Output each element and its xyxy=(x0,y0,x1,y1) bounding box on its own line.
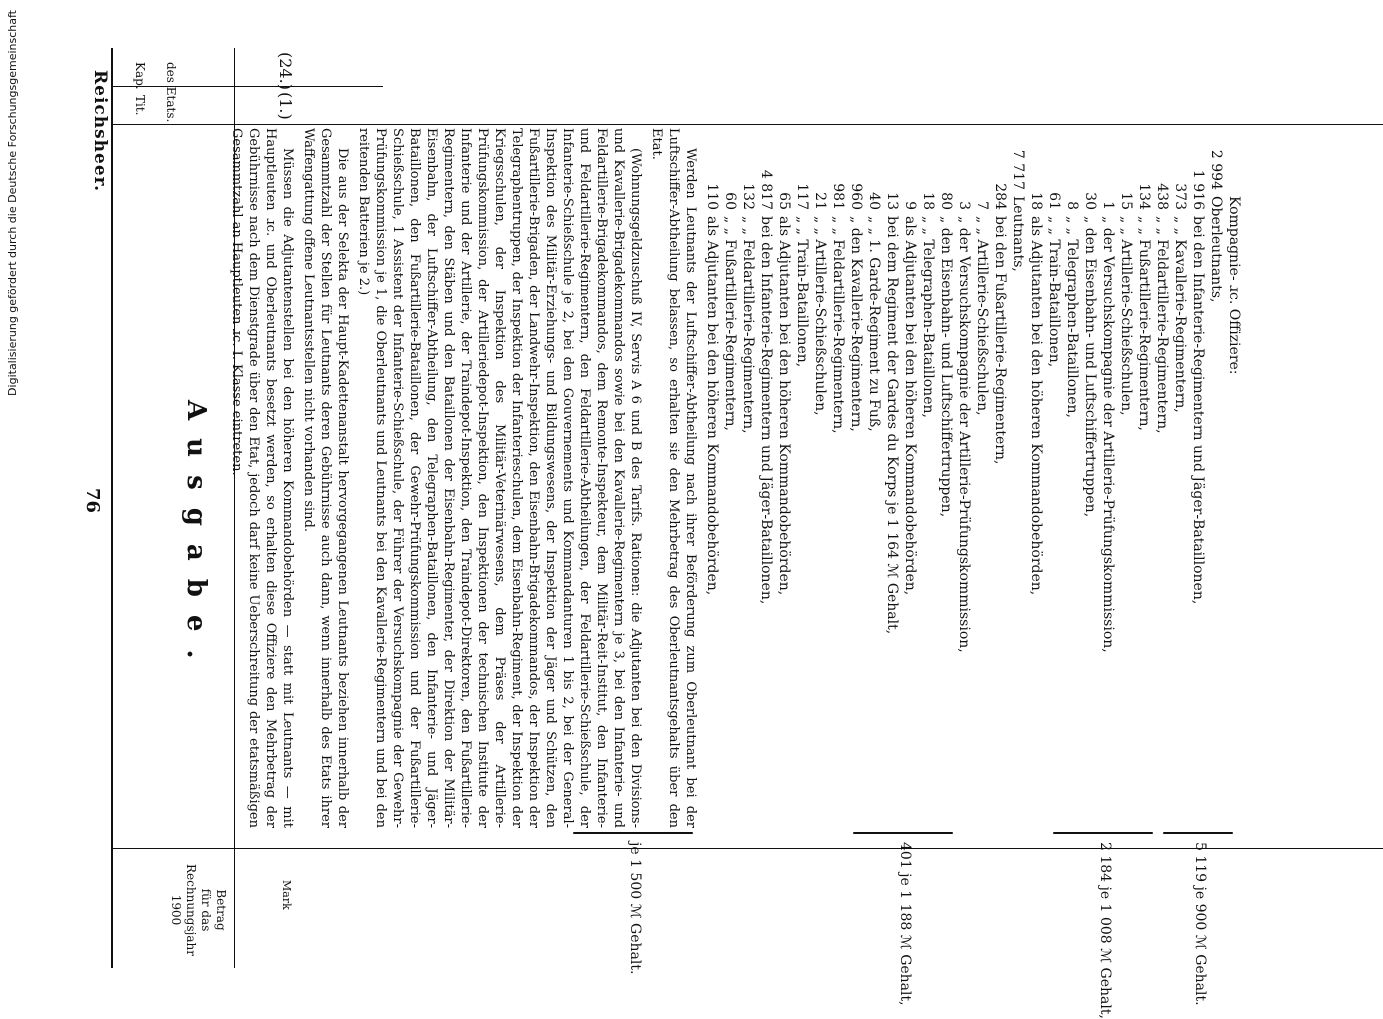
entry-text: als Adjutanten bei den höheren Kommandobehörden, xyxy=(776,216,792,596)
entry-text: „ „ Artillerie-Schießschulen, xyxy=(974,216,990,416)
head-kap: Kap. xyxy=(133,62,147,90)
entry-line xyxy=(883,128,901,828)
entry-text: bei den Infanterie-Regimentern und Jäger-Bataillonen, xyxy=(758,216,774,605)
entry-count: 18 xyxy=(1028,192,1044,210)
entry-line xyxy=(919,128,937,828)
entry-line xyxy=(1207,128,1225,828)
entry-line xyxy=(721,128,739,828)
entry-text: als Adjutanten bei den höheren Kommandobehörden, xyxy=(1028,216,1044,596)
entry-line xyxy=(1045,128,1063,828)
entry-text: Oberleutnants, xyxy=(1208,196,1224,303)
entry-line xyxy=(703,128,721,828)
brace xyxy=(573,832,693,834)
entry-line xyxy=(793,128,811,828)
entry-text: „ „ 1. Garde-Regiment zu Fuß, xyxy=(866,216,882,432)
entry-line xyxy=(901,128,919,828)
entry-line xyxy=(955,128,973,828)
entry-body xyxy=(228,128,1243,828)
entry-count: 981 xyxy=(830,183,846,210)
entry-count: 80 xyxy=(938,192,954,210)
head-betrag xyxy=(168,860,228,960)
entry-text: bei den Fußartillerie-Regimentern, xyxy=(992,216,1008,465)
entry-line xyxy=(757,128,775,828)
entry-text: als Adjutanten bei den höheren Kommandobehörden, xyxy=(704,216,720,596)
entry-count: 1 916 xyxy=(1190,169,1206,210)
entry-line xyxy=(1117,128,1135,828)
entry-count: 110 xyxy=(704,183,720,210)
entry-text: „ „ Feldartillerie-Regimentern, xyxy=(1154,216,1170,434)
entry-count: 7 717 xyxy=(1010,149,1026,190)
head-tit: Tit. xyxy=(133,95,147,116)
entry-count: 40 xyxy=(866,192,882,210)
note-paragraph: Müssen die Adjutantenstellen bei den höheren Kommandobehörden — statt mit Leutnants — mit Hauptleuten ɹc. und Oberleutnants besetzt werden, so erhalten diese Offiziere den Mehrbetrag der Gebührnisse nach dem Dienstgrade über den Etat, jedoch darf keine Ueberschreitung der etatsmäßigen Gesammtzahl an Hauptleuten ɹc. I. Klasse eintreten. xyxy=(229,128,295,828)
tit-value: (1.) xyxy=(276,92,295,120)
amount-leutnants-b: 2 184 je 1 008 ℳ Gehalt, xyxy=(1097,842,1113,1019)
entry-line xyxy=(1063,128,1081,828)
entry-text: Leutnants, xyxy=(1010,196,1026,272)
entry-count: 284 xyxy=(992,183,1008,210)
entry-count: 18 xyxy=(920,192,936,210)
entry-text: „ „ Feldartillerie-Regimentern, xyxy=(830,216,846,434)
entry-count: 60 xyxy=(722,192,738,210)
entry-text: „ den Eisenbahn- und Luftschiffertruppen, xyxy=(938,216,954,518)
amount-leutnants-c: 5 119 je 900 ℳ Gehalt. xyxy=(1192,842,1208,1006)
kap-value: (24.) xyxy=(276,52,295,90)
entry-line xyxy=(1171,128,1189,828)
entry-line xyxy=(775,128,793,828)
entry-line xyxy=(1099,128,1117,828)
entry-line xyxy=(1225,128,1243,828)
entry-text: „ „ Telegraphen-Bataillonen, xyxy=(920,216,936,418)
entry-count: 134 xyxy=(1136,183,1152,210)
entry-count: 21 xyxy=(812,192,828,210)
head-des-etats: des Etats. xyxy=(164,62,178,123)
entry-text: „ „ Fußartillerie-Regimentern, xyxy=(1136,216,1152,431)
note-paragraph: (Wohnungsgeldzuschuß IV, Servis A 6 und B des Tarifs. Rationen: die Adjutanten bei den Divisions- und Kavallerie-Brigadekommandos sowie bei den Kavallerie-Regimentern je 3, bei den Infanterie- und Feldartillerie-Brigadekommandos, dem Remonte-Inspekteur, dem Militär-Reit-Institut, den Infanterie- und Feldartillerie-Regimentern, den Feldartillerie-Abtheilungen, der Feldartillerie-Schießschule, der Infanterie-Schießschule je 2, bei den Gouvernements und Kommandanturen 1 bis 2, bei der General-Inspektion des Militär-Erziehungs- und Bildungswesens, der Inspektion der Jäger und Schützen, den Fußartillerie-Brigaden, der Landwehr-Inspektion, den Eisenbahn-Brigadekommandos, der Inspektion der Telegraphentruppen, der Inspektion der Infanterieschulen, dem Eisenbahn-Regiment, der Inspektion der Kriegsschulen, der Inspektion des Militär-Veterinärwesens, dem Präses der Artillerie-Prüfungskommission, der Artilleriedepot-Inspektion, den Inspektionen der technischen Institute der Infanterie und der Artillerie, der Traindepot-Inspektion, den Traindepot-Direktoren, den Fußartillerie-Regimentern, den Stäben und den Bataillonen der Eisenbahn-Regimenter, der Direktion der Militär-Eisenbahn, der Luftschiffer-Abtheilung, den Telegraphen-Bataillonen, den Infanterie- und Jäger-Bataillonen, den Fußartillerie-Bataillonen, der Gewehr-Prüfungskommission und der Fußartillerie-Schießschule, 1 Assistent der Infanterie-Schießschule, der Führer der Versuchskompagnie der Gewehr-Prüfungskommission je 1, die Oberleutnants und Leutnants bei den Kavallerie-Regimentern und bei den reitenden Batterien je 2.) xyxy=(356,128,643,828)
entry-line xyxy=(739,128,757,828)
entry-text: „ „ Telegraphen-Bataillonen, xyxy=(1064,216,1080,418)
col-rule-tit xyxy=(113,124,1383,125)
brace xyxy=(853,832,953,834)
entry-text: „ „ Artillerie-Schießschulen, xyxy=(812,216,828,416)
entry-line xyxy=(1153,128,1171,828)
amount-oberleutnants: je 1 500 ℳ Gehalt. xyxy=(627,842,643,975)
top-rule xyxy=(111,48,113,968)
entry-count: 9 xyxy=(902,201,918,210)
entry-line xyxy=(865,128,883,828)
entry-line xyxy=(811,128,829,828)
betrag-line: Betrag xyxy=(214,889,228,931)
entry-count: 1 xyxy=(1100,201,1116,210)
betrag-line: 1900 xyxy=(169,894,183,926)
entry-line xyxy=(973,128,991,828)
page-number: 76 xyxy=(82,488,103,514)
entry-count: 3 xyxy=(956,201,972,210)
brace xyxy=(1163,832,1233,834)
entry-text: als Adjutanten bei den höheren Kommandobehörden, xyxy=(902,216,918,596)
entry-count: 7 xyxy=(974,201,990,210)
entry-line xyxy=(829,128,847,828)
entry-line xyxy=(937,128,955,828)
brace xyxy=(1053,832,1153,834)
entry-count: 960 xyxy=(848,183,864,210)
amount-leutnants-a: 401 je 1 188 ℳ Gehalt, xyxy=(897,842,913,1006)
entry-count: 4 817 xyxy=(758,169,774,210)
entry-count: 13 xyxy=(884,192,900,210)
note-paragraph: Werden Leutnants der Luftschiffer-Abtheilung nach ihrer Beförderung zum Oberleutnant bei der Luftschiffer-Abtheilung belassen, so erhalten sie den Mehrbetrag des Oberleutnantsgehalts über den Etat. xyxy=(649,128,698,828)
entry-count: 373 xyxy=(1172,183,1188,210)
entry-text: „ „ Fußartillerie-Regimentern, xyxy=(722,216,738,431)
entry-text: „ „ Kavallerie-Regimentern, xyxy=(1172,216,1188,413)
entry-count: 2 994 xyxy=(1208,149,1224,190)
unit-mark: Mark xyxy=(280,880,293,910)
entry-text: „ der Versuchskompagnie der Artillerie-Prüfungskommission, xyxy=(956,216,972,653)
running-header: Reichsheer. xyxy=(90,70,110,192)
entry-count: 61 xyxy=(1046,192,1062,210)
entry-count: 30 xyxy=(1082,192,1098,210)
entry-line xyxy=(1081,128,1099,828)
entry-text: „ den Eisenbahn- und Luftschiffertruppen, xyxy=(1082,216,1098,518)
entry-text: „ „ Artillerie-Schießschulen, xyxy=(1118,216,1134,416)
entry-text: bei dem Regiment der Gardes du Korps je 1 164 ℳ Gehalt, xyxy=(884,216,900,635)
entry-count: 117 xyxy=(794,183,810,210)
entry-line xyxy=(991,128,1009,828)
entry-text: „ der Versuchskompagnie der Artillerie-Prüfungskommission, xyxy=(1100,216,1116,653)
entry-text: „ „ Train-Bataillonen, xyxy=(794,216,810,368)
entry-text: bei den Infanterie-Regimentern und Jäger-Bataillonen, xyxy=(1190,216,1206,605)
entry-text: „ „ Train-Bataillonen, xyxy=(1046,216,1062,368)
col-rule-kap xyxy=(113,86,383,87)
entry-text: „ den Kavallerie-Regimentern, xyxy=(848,216,864,432)
entry-line xyxy=(1009,128,1027,828)
entry-count: 8 xyxy=(1064,201,1080,210)
entry-count: 132 xyxy=(740,183,756,210)
note-paragraph: Die aus der Selekta der Haupt-Kadettenanstalt hervorgegangenen Leutnants beziehen innerhalb der Gesammtzahl der Stellen für Leutnants deren Gebührnisse auch dann, wenn innerhalb des Etats ihrer Waffengattung offene Leutnantsstellen nicht vorhanden sind. xyxy=(301,128,350,828)
entry-line xyxy=(1135,128,1153,828)
entry-line xyxy=(847,128,865,828)
section-title: Ausgabe. xyxy=(181,400,211,677)
entry-line xyxy=(1189,128,1207,828)
entry-text: Kompagnie- ɹc. Offiziere: xyxy=(1226,196,1242,375)
betrag-line: Rechnungsjahr xyxy=(184,864,198,956)
funding-footer: Digitalisierung gefördert durch die Deutsche Forschungsgemeinschaft xyxy=(6,10,19,396)
betrag-line: für das xyxy=(199,888,213,932)
entry-count: 65 xyxy=(776,192,792,210)
entry-count: 438 xyxy=(1154,183,1170,210)
entry-count: 15 xyxy=(1118,192,1134,210)
entry-text: „ „ Feldartillerie-Regimentern, xyxy=(740,216,756,434)
entry-line xyxy=(1027,128,1045,828)
